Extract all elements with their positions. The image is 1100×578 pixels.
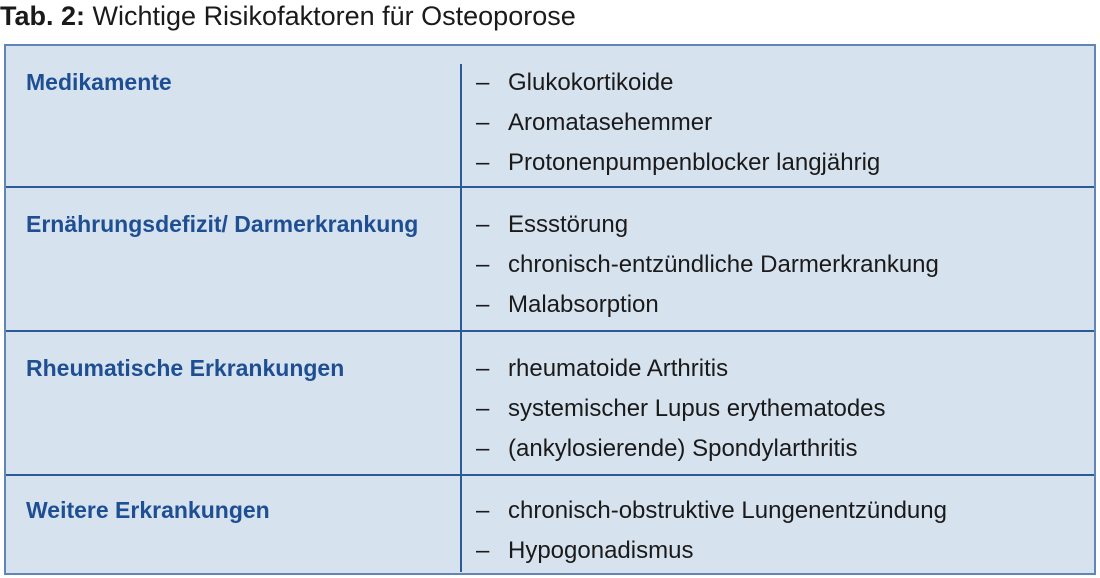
item-text: Malabsorption	[508, 291, 659, 318]
item-text: chronisch-entzündliche Darmerkrankung	[508, 251, 939, 278]
item-text: Glukokortikoide	[508, 69, 674, 96]
item-text: rheumatoide Arthritis	[508, 355, 729, 382]
item-list	[476, 492, 947, 572]
table-number: Tab. 2:	[0, 1, 86, 31]
dash-bullet: –	[476, 149, 490, 176]
item-list	[476, 206, 939, 326]
category-label: Ernährungsdefizit/ Darmerkrankung	[26, 211, 419, 237]
item-text: Essstörung	[508, 211, 629, 238]
item-text: Protonenpumpenblocker langjährig	[508, 149, 881, 176]
row-divider	[6, 474, 1094, 476]
item-list	[476, 64, 880, 184]
list-item	[476, 350, 886, 390]
dash-bullet: –	[476, 211, 490, 238]
item-text: Aromatasehemmer	[508, 109, 713, 136]
dash-bullet: –	[476, 251, 490, 278]
item-list	[476, 350, 886, 470]
dash-bullet: –	[476, 395, 490, 422]
item-text: chronisch-obstruktive Lungenentzündung	[508, 497, 947, 524]
category-label: Weitere Erkrankungen	[26, 497, 270, 523]
list-item	[476, 390, 886, 430]
table-caption	[0, 2, 576, 42]
dash-bullet: –	[476, 291, 490, 318]
dash-bullet: –	[476, 497, 490, 524]
column-divider	[460, 64, 462, 572]
dash-bullet: –	[476, 109, 490, 136]
risk-factor-table	[4, 44, 1096, 575]
list-item	[476, 532, 947, 572]
dash-bullet: –	[476, 69, 490, 96]
category-label: Medikamente	[26, 69, 172, 95]
list-item	[476, 492, 947, 532]
list-item	[476, 104, 880, 144]
list-item	[476, 206, 939, 246]
dash-bullet: –	[476, 537, 490, 564]
list-item	[476, 286, 939, 326]
dash-bullet: –	[476, 355, 490, 382]
list-item	[476, 144, 880, 184]
list-item	[476, 64, 880, 104]
item-text: Hypogonadismus	[508, 537, 694, 564]
category-label: Rheumatische Erkrankungen	[26, 355, 345, 381]
dash-bullet: –	[476, 435, 490, 462]
item-text: (ankylosierende) Spondylarthritis	[508, 435, 858, 462]
list-item	[476, 246, 939, 286]
row-divider	[6, 186, 1094, 188]
table-title: Wichtige Risikofaktoren für Osteoporose	[92, 1, 576, 31]
row-divider	[6, 330, 1094, 332]
list-item	[476, 430, 886, 470]
item-text: systemischer Lupus erythematodes	[508, 395, 886, 422]
